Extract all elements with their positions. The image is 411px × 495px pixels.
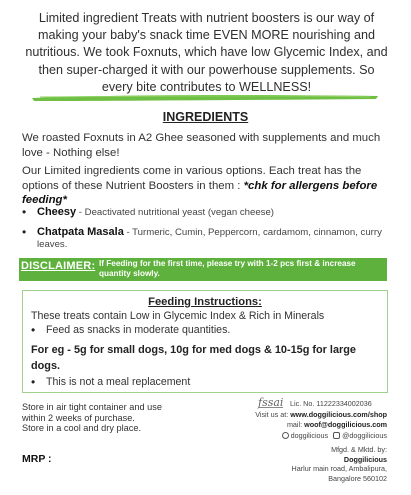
disclaimer-label-box [19,256,97,283]
storage-instructions [22,402,167,434]
instagram-icon [333,432,340,439]
list-item: • This is not a meal replacement [31,376,190,389]
list-item [22,227,394,250]
address-line-1: Harlur main road, Ambalipura, [291,464,387,474]
ingredients-description: We roasted Foxnuts in A2 Ghee seasoned with supplements and much love - Nothing else! [22,132,381,159]
flavour-name: Cheesy [37,206,77,218]
mrp-label: MRP : [22,453,52,465]
flavour-desc: - Turmeric, Cumin, Peppercorn, cardamom, cinnamon, curry leaves. [37,227,382,250]
contact-info [217,410,387,430]
feeding-quantity-example: For eg - 5g for small dogs, 10g for med dogs & 10-15g for large dogs. [31,344,356,372]
facebook-icon [282,432,289,439]
storage-line-2: Store in a cool and dry place. [22,423,141,434]
address-line-2: Bangalore 560102 [328,473,387,483]
email-link[interactable]: woof@doggilicious.com [304,419,387,429]
website-link[interactable]: www.doggilicious.com/shop [290,410,387,419]
company-name: Doggilicious [343,454,387,464]
visit-prefix: Visit us at: [255,410,291,419]
flavour-name: Chatpata Masala [37,226,124,239]
license-number: Lic. No. 11222334002036 [290,399,372,408]
disclaimer-banner [19,256,387,283]
flavour-desc: - Deactivated nutritional yeast (vegan cheese) [76,207,274,218]
booster-options-text [22,164,394,208]
instagram-handle[interactable]: @doggilicious [342,430,387,440]
list-item [22,207,394,218]
disclaimer-label: DISCLAIMER: [21,260,96,272]
green-brush-stroke [30,92,380,102]
manufacturer-info [247,445,387,483]
intro-text: Limited ingredient Treats with nutrient boosters is our way of making your baby's snack time EVEN MORE nourishing and nutritious. We took Foxnuts, which have low Glycemic Index, and then super-charged it with our powerhouse supplements. So every bite contributes to WELLNESS! [25,11,388,94]
facebook-handle[interactable]: doggilicious [290,430,329,440]
storage-line-1: Store in air tight container and use within 2 weeks of purchase. [22,402,162,423]
list-item: • Feed as snacks in moderate quantities. [31,324,230,337]
social-handles [282,430,387,440]
feeding-intro: These treats contain Low in Glycemic Index & Rich in Minerals [31,310,325,322]
feeding-list-2 [31,376,190,389]
feeding-list [31,324,230,337]
fssai-logo: fssai [258,396,284,409]
booster-options-body: Our Limited ingredients come in various options. Each treat has the options of these Nutrient Boosters in them : [22,165,362,192]
flavour-list [22,207,394,250]
feeding-title: Feeding Instructions: [148,296,262,308]
ingredients-heading: INGREDIENTS [162,110,249,124]
mail-prefix: mail: [286,419,305,429]
allergen-note: *chk for allergens before feeding* [22,179,378,207]
feeding-instructions-box [22,290,388,393]
disclaimer-text: If Feeding for the first time, please try with 1-2 pcs first & increase quantity slowly. [99,259,356,279]
mfgd-label: Mfgd. & Mktd. by: [331,445,387,454]
